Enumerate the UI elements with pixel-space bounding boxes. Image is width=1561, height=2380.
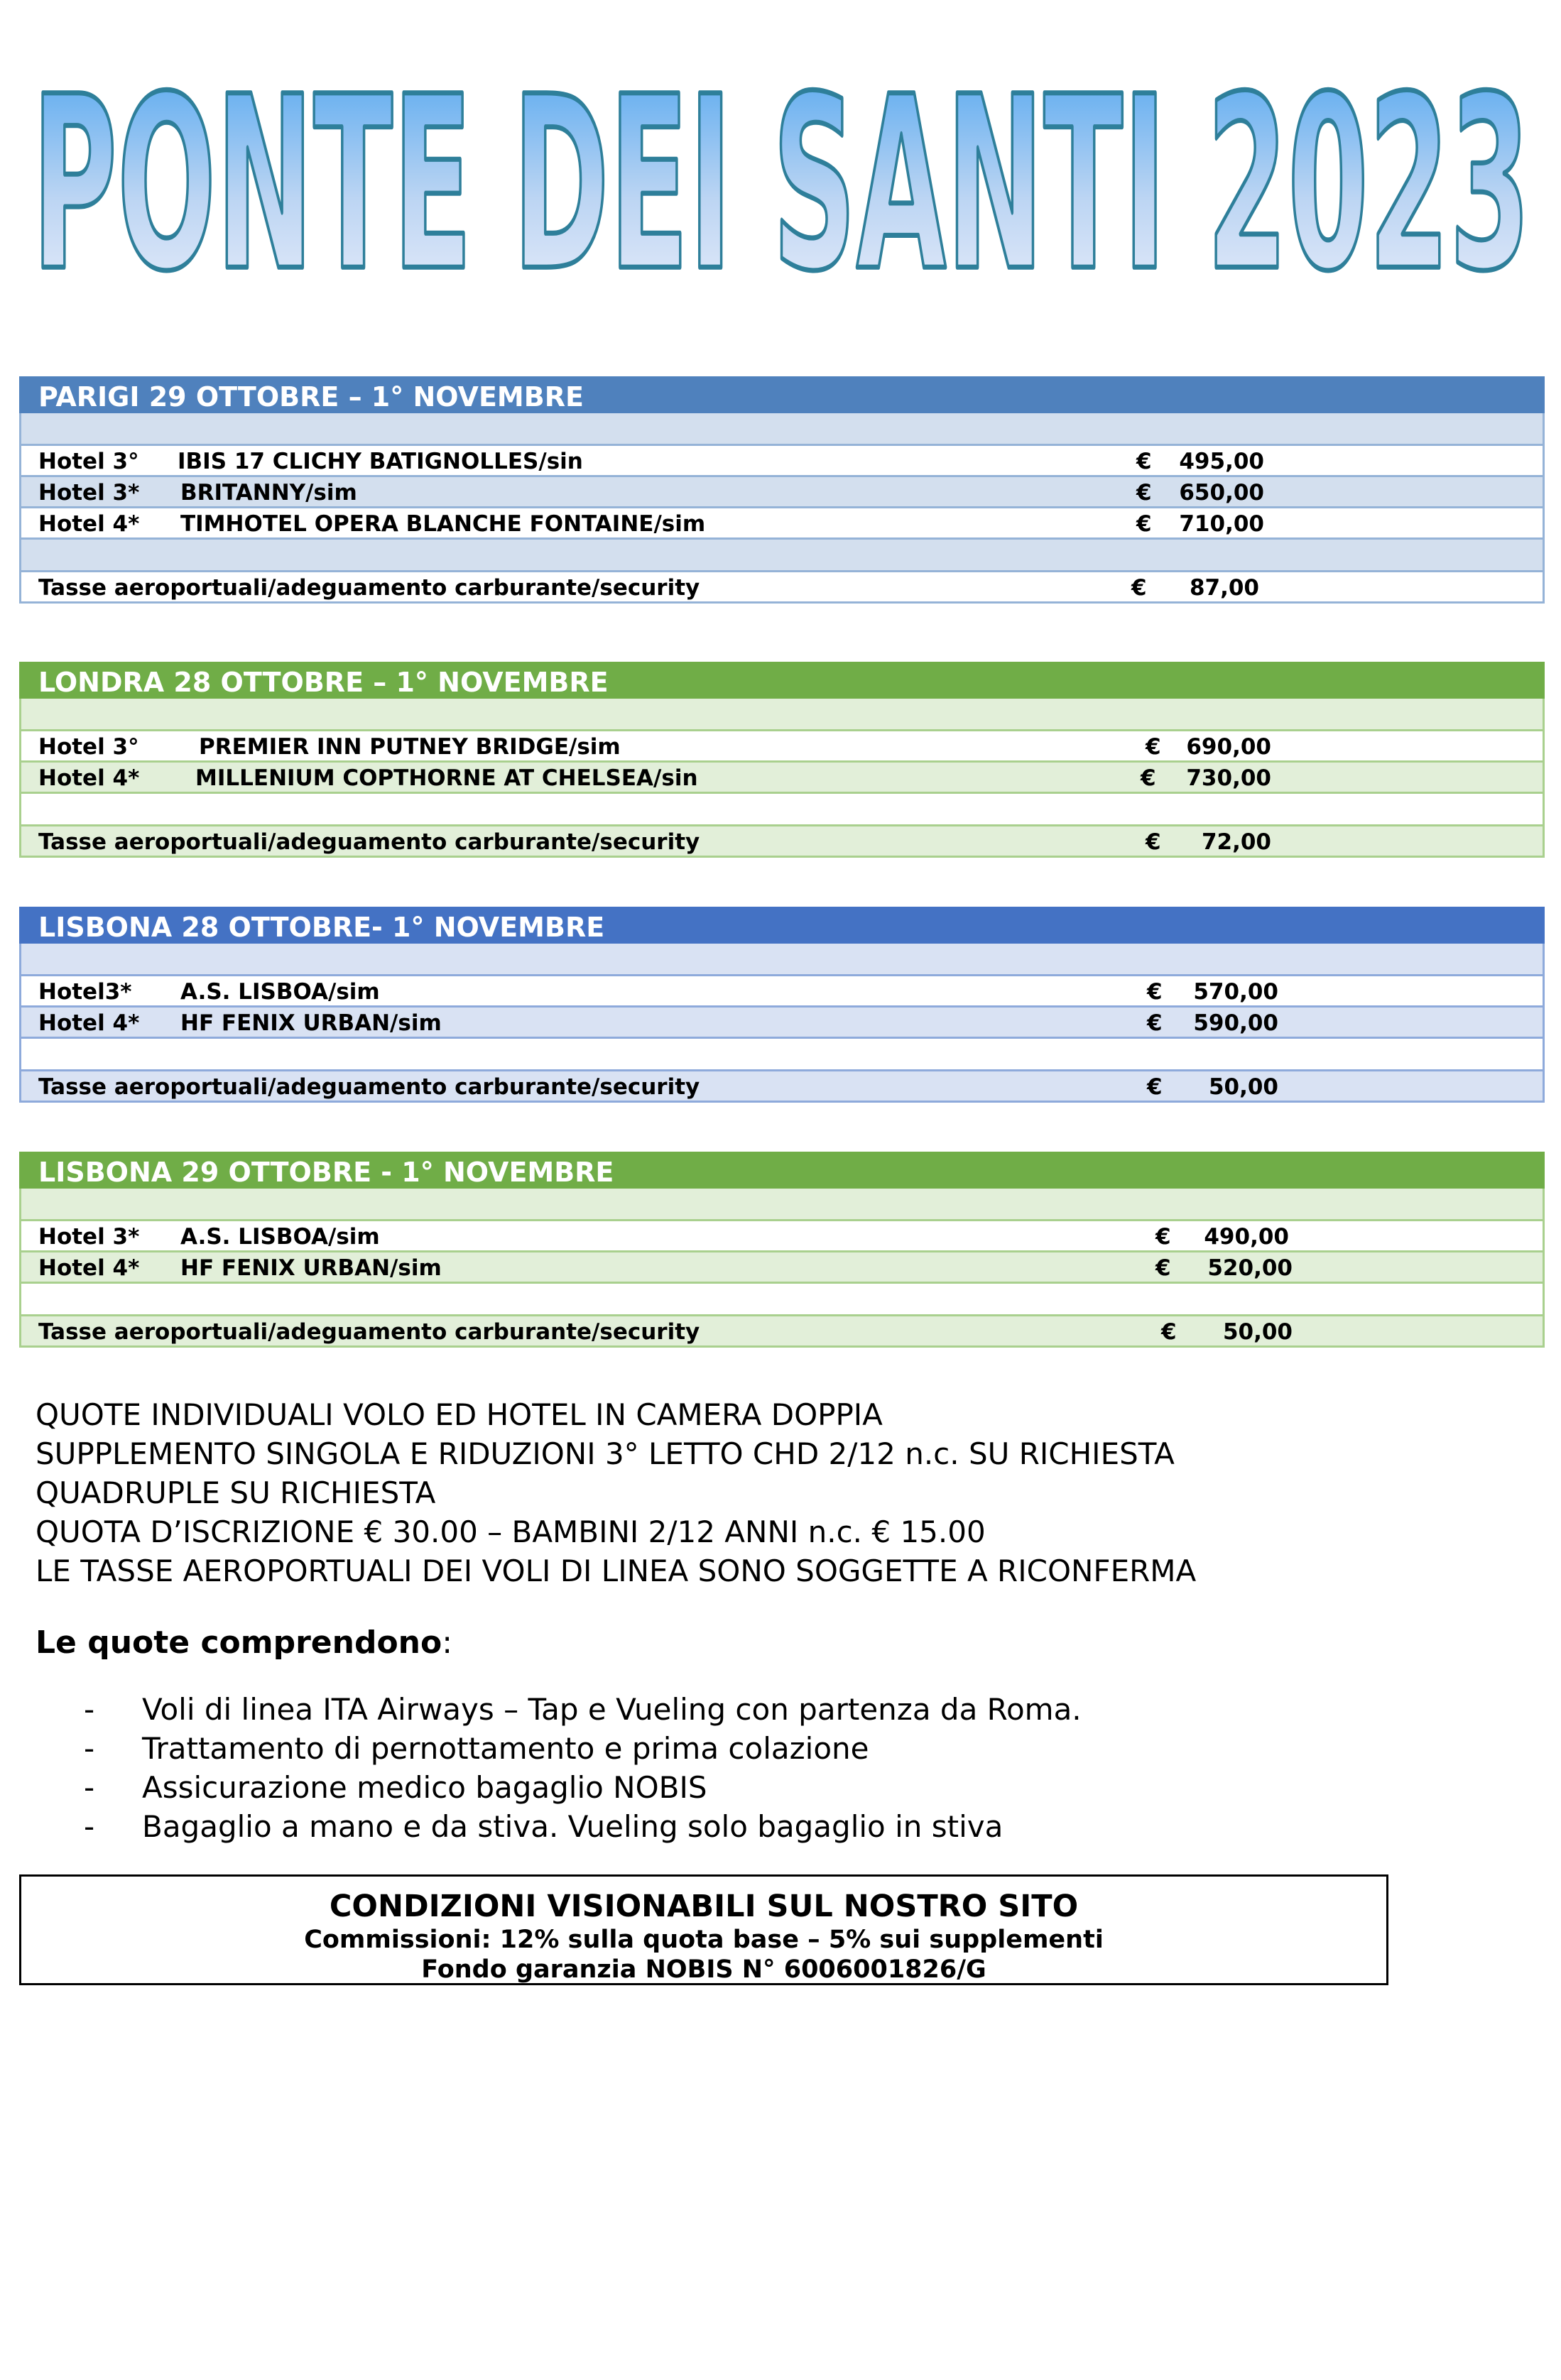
table-heading: LISBONA 28 OTTOBRE- 1° NOVEMBRE [19,907,1545,944]
tax-label: Tasse aeroportuali/adeguamento carburante/security [38,1074,700,1100]
bullet: - [84,1809,95,1844]
spacer-row [19,1189,1545,1221]
currency: € [1136,449,1152,474]
list-item-text: Voli di linea ITA Airways – Tap e Vueling con partenza da Roma. [142,1692,1082,1727]
table-heading: PARIGI 29 OTTOBRE – 1° NOVEMBRE [19,376,1545,413]
table-lisbona-29 [19,1152,1545,1348]
note-line: LE TASSE AEROPORTUALI DEI VOLI DI LINEA SONO SOGGETTE A RICONFERMA [36,1554,1197,1588]
spacer-row [19,944,1545,976]
hotel-category: Hotel 4* [38,1010,140,1036]
table-row [19,477,1545,508]
note-line: SUPPLEMENTO SINGOLA E RIDUZIONI 3° LETTO CHD 2/12 n.c. SU RICHIESTA [36,1436,1175,1471]
conditions-title: CONDIZIONI VISIONABILI SUL NOSTRO SITO [329,1889,1079,1924]
spacer-row [19,794,1545,826]
table-lisbona-28 [19,907,1545,1103]
note-line: QUOTA D’ISCRIZIONE € 30.00 – BAMBINI 2/12 ANNI n.c. € 15.00 [36,1514,986,1549]
bullet: - [84,1770,95,1805]
table-row [19,1252,1545,1284]
tax-price: 50,00 [1222,1319,1293,1345]
title-banner [14,21,1548,305]
tax-row [19,572,1545,604]
hotel-name: IBIS 17 CLICHY BATIGNOLLES/sin [178,449,583,474]
hotel-name: MILLENIUM COPTHORNE AT CHELSEA/sin [195,765,698,791]
spacer-row [19,1284,1545,1316]
hotel-name: TIMHOTEL OPERA BLANCHE FONTAINE/sim [180,511,706,537]
inclusions-colon: : [442,1625,453,1661]
notes-block [36,1395,1196,1590]
table-heading: LONDRA 28 OTTOBRE – 1° NOVEMBRE [19,662,1545,699]
table-row [19,446,1545,477]
hotel-name: PREMIER INN PUTNEY BRIDGE/sim [199,734,621,760]
price: 650,00 [1179,480,1264,506]
currency: € [1155,1224,1171,1250]
table-parigi [19,376,1545,604]
tax-label: Tasse aeroportuali/adeguamento carburante/security [38,829,700,855]
hotel-name: A.S. LISBOA/sim [180,979,380,1005]
spacer-row [19,413,1545,446]
tax-label: Tasse aeroportuali/adeguamento carburante/security [38,575,700,601]
hotel-category: Hotel 3* [38,1224,140,1250]
table-row [19,976,1545,1008]
hotel-category: Hotel 3° [38,449,139,474]
price: 490,00 [1204,1224,1289,1250]
hotel-name: BRITANNY/sim [180,480,357,506]
currency: € [1146,734,1161,760]
table-row [19,763,1545,794]
tax-price: 72,00 [1201,829,1271,855]
inclusions-title [36,1625,452,1661]
price: 495,00 [1179,449,1264,474]
price: 590,00 [1193,1010,1278,1036]
currency: € [1155,1255,1171,1281]
tax-row [19,826,1545,858]
hotel-name: HF FENIX URBAN/sim [180,1010,442,1036]
list-item-text: Trattamento di pernottamento e prima colazione [142,1731,869,1766]
title-text: PONTE DEI SANTI 2023 [31,45,1530,305]
hotel-category: Hotel 4* [38,1255,140,1281]
table-row [19,1221,1545,1252]
guarantee-fund-line: Fondo garanzia NOBIS N° 6006001826/G [421,1955,986,1984]
list-item-text: Assicurazione medico bagaglio NOBIS [142,1770,707,1805]
tax-label: Tasse aeroportuali/adeguamento carburante/security [38,1319,700,1345]
price: 570,00 [1193,979,1278,1005]
spacer-row [19,699,1545,731]
hotel-category: Hotel 4* [38,511,140,537]
table-row [19,508,1545,540]
hotel-name: A.S. LISBOA/sim [180,1224,380,1250]
hotel-category: Hotel3* [38,979,132,1005]
table-londra [19,662,1545,858]
conditions-box [19,1874,1388,1985]
hotel-category: Hotel 4* [38,765,140,791]
currency: € [1141,765,1156,791]
tax-price: 50,00 [1208,1074,1278,1100]
tax-row [19,1316,1545,1348]
hotel-name: HF FENIX URBAN/sim [180,1255,442,1281]
price: 690,00 [1186,734,1271,760]
currency: € [1147,979,1163,1005]
currency: € [1147,1074,1163,1100]
price: 710,00 [1179,511,1264,537]
currency: € [1131,575,1147,601]
list-item-text: Bagaglio a mano e da stiva. Vueling solo bagaglio in stiva [142,1809,1003,1844]
currency: € [1136,480,1152,506]
table-row [19,1008,1545,1039]
price: 730,00 [1186,765,1271,791]
hotel-category: Hotel 3* [38,480,140,506]
commission-line: Commissioni: 12% sulla quota base – 5% sui supplementi [304,1926,1104,1954]
table-row [19,731,1545,763]
bullet: - [84,1692,95,1727]
bullet: - [84,1731,95,1766]
currency: € [1146,829,1161,855]
currency: € [1136,511,1152,537]
tax-row [19,1071,1545,1103]
hotel-category: Hotel 3° [38,734,139,760]
price: 520,00 [1207,1255,1293,1281]
spacer-row [19,540,1545,572]
currency: € [1161,1319,1177,1345]
currency: € [1147,1010,1163,1036]
note-line: QUOTE INDIVIDUALI VOLO ED HOTEL IN CAMERA DOPPIA [36,1397,883,1432]
note-line: QUADRUPLE SU RICHIESTA [36,1475,436,1510]
spacer-row [19,1039,1545,1071]
tax-price: 87,00 [1189,575,1259,601]
table-heading: LISBONA 29 OTTOBRE - 1° NOVEMBRE [19,1152,1545,1189]
inclusions-title-text: Le quote comprendono [36,1625,442,1661]
